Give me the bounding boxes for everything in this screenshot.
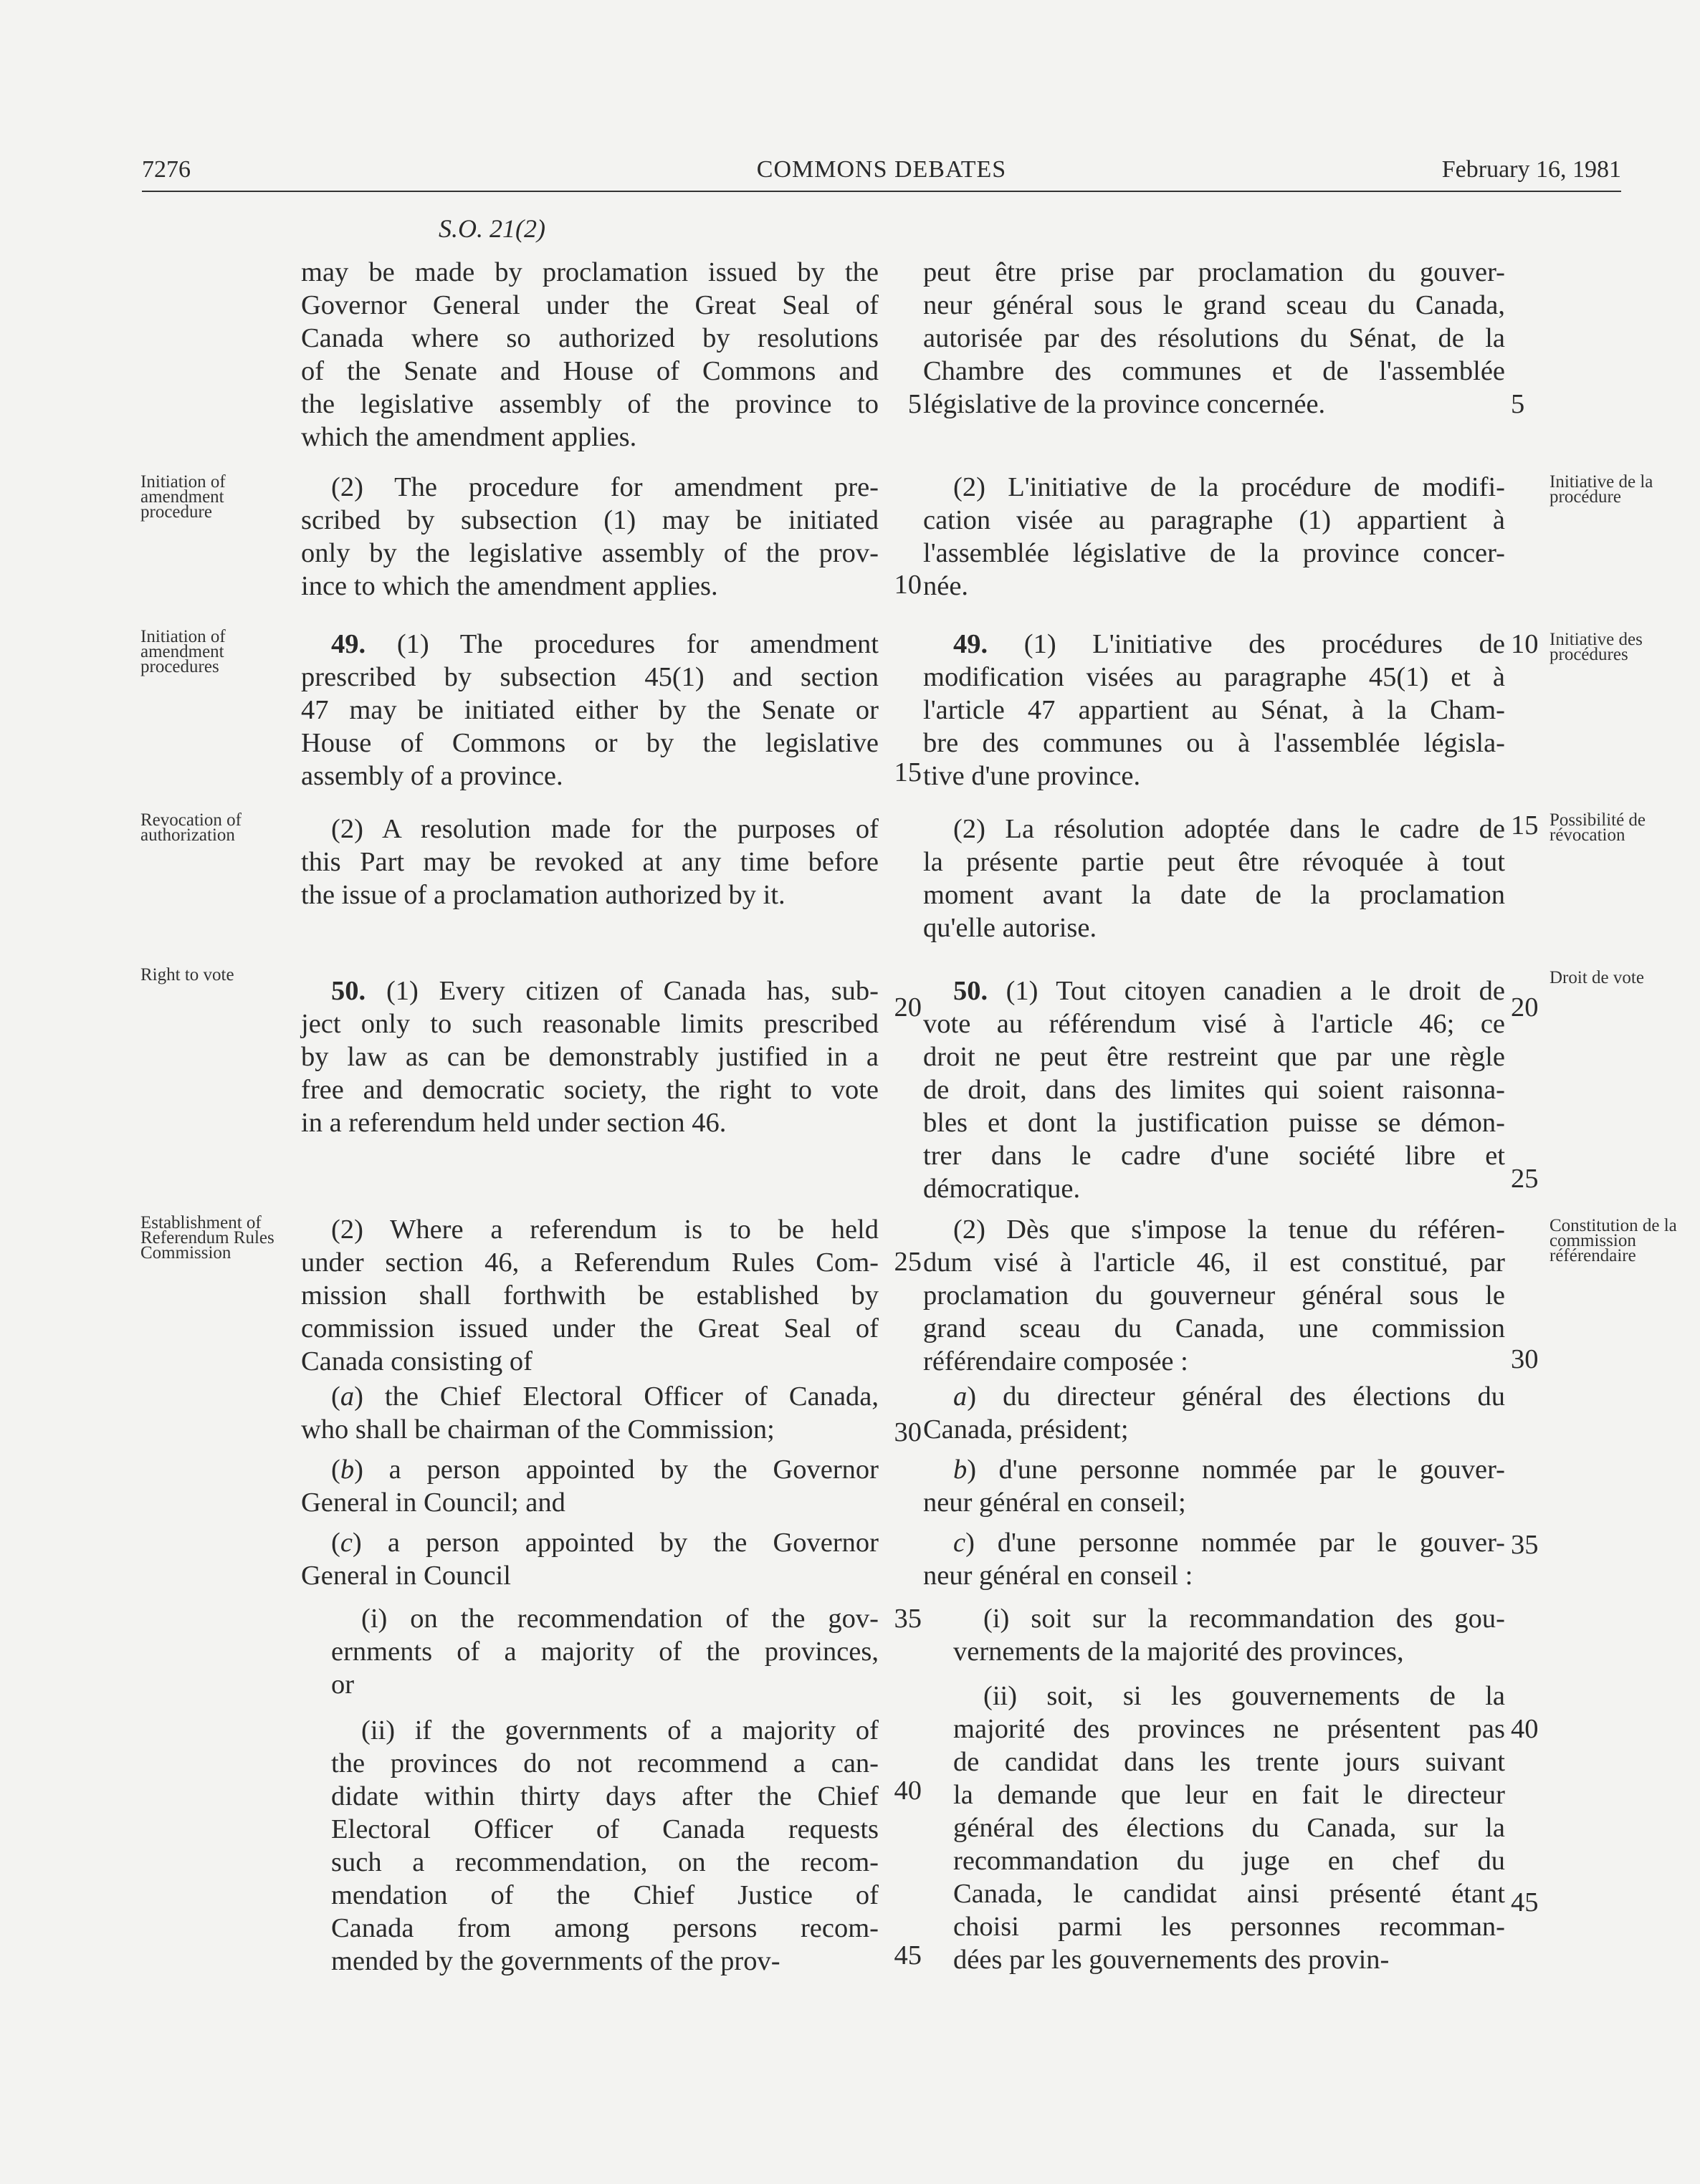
- line-number: 30: [1511, 1344, 1539, 1374]
- text-line: Canada from among persons recom-: [331, 1913, 879, 1943]
- en-paragraph: [301, 256, 879, 454]
- text-line: 50. (1) Every citizen of Canada has, sub-: [331, 976, 879, 1006]
- margin-note-right-to-vote: Right to vote: [140, 965, 234, 985]
- text-line: House of Commons or by the legislative: [301, 728, 879, 758]
- text-line: mended by the governments of the prov-: [331, 1946, 780, 1976]
- text-line: 49. (1) The procedures for amendment: [331, 629, 879, 659]
- en-paragraph: [301, 471, 879, 603]
- fr-paragraph: [923, 1680, 1505, 1976]
- text-line: Canada where so authorized by resolutions: [301, 323, 879, 353]
- fr-paragraph: [923, 1453, 1505, 1519]
- text-line: moment avant la date de la proclamation: [923, 880, 1505, 910]
- text-line: de candidat dans les trente jours suivant: [953, 1747, 1505, 1777]
- text-line: b) d'une personne nommée par le gouver-: [953, 1455, 1505, 1485]
- text-line: droit ne peut être restreint que par une règle: [923, 1042, 1505, 1072]
- text-line: mendation of the Chief Justice of: [331, 1880, 879, 1910]
- text-line: (2) La résolution adoptée dans le cadre de: [953, 814, 1505, 844]
- text-line: ernments of a majority of the provinces,: [331, 1637, 879, 1667]
- line-number: 35: [894, 1604, 922, 1634]
- margin-note-initiation-procedure: Initiation of amendment procedure: [140, 472, 226, 522]
- text-line: référendaire composée :: [923, 1346, 1188, 1376]
- en-paragraph: [301, 1213, 879, 1378]
- text-line: législative de la province concernée.: [923, 389, 1326, 419]
- en-paragraph: [301, 1526, 879, 1592]
- page-number: 7276: [142, 156, 191, 183]
- text-line: neur général sous le grand sceau du Canada,: [923, 290, 1505, 320]
- text-line: (i) on the recommendation of the gov-: [361, 1604, 879, 1634]
- text-line: de droit, dans des limites qui soient raisonna-: [923, 1075, 1505, 1105]
- text-line: commission issued under the Great Seal of: [301, 1313, 879, 1344]
- text-line: (2) The procedure for amendment pre-: [331, 472, 879, 502]
- text-line: choisi parmi les personnes recomman-: [953, 1912, 1505, 1942]
- text-line: Governor General under the Great Seal of: [301, 290, 879, 320]
- text-line: which the amendment applies.: [301, 422, 637, 452]
- text-line: qu'elle autorise.: [923, 913, 1097, 943]
- fr-paragraph: [923, 1213, 1505, 1378]
- text-line: Canada, président;: [923, 1414, 1129, 1445]
- en-paragraph: [301, 1453, 879, 1519]
- text-line: la demande que leur en fait le directeur: [953, 1780, 1505, 1810]
- text-line: 50. (1) Tout citoyen canadien a le droit de: [953, 976, 1505, 1006]
- text-line: l'article 47 appartient au Sénat, à la Cham-: [923, 695, 1505, 725]
- text-line: Canada, le candidat ainsi présenté étant: [953, 1879, 1505, 1909]
- line-number: 15: [894, 757, 922, 787]
- text-line: cation visée au paragraphe (1) appartient à: [923, 505, 1505, 535]
- text-line: proclamation du gouverneur général sous le: [923, 1280, 1505, 1311]
- standing-order-reference: S.O. 21(2): [439, 214, 545, 243]
- fr-paragraph: [923, 813, 1505, 944]
- margin-note-droit-de-vote: Droit de vote: [1549, 968, 1644, 987]
- text-line: neur général en conseil :: [923, 1561, 1193, 1591]
- text-line: (2) A resolution made for the purposes of: [331, 814, 879, 844]
- line-number: 20: [1511, 992, 1539, 1022]
- en-paragraph: [301, 974, 879, 1139]
- text-line: (b) a person appointed by the Governor: [331, 1455, 879, 1485]
- fr-paragraph: [923, 471, 1505, 603]
- text-line: assembly of a province.: [301, 761, 563, 791]
- en-paragraph: [301, 1380, 879, 1446]
- fr-paragraph: [923, 1602, 1505, 1668]
- text-line: général des élections du Canada, sur la: [953, 1813, 1505, 1843]
- text-line: 47 may be initiated either by the Senate or: [301, 695, 879, 725]
- line-number: 30: [894, 1417, 922, 1447]
- text-line: in a referendum held under section 46.: [301, 1108, 727, 1138]
- text-line: (ii) if the governments of a majority of: [361, 1715, 879, 1745]
- fr-paragraph: [923, 628, 1505, 792]
- text-line: dum visé à l'article 46, il est constitué, par: [923, 1247, 1505, 1278]
- margin-note-initiation-procedures: Initiation of amendment procedures: [140, 627, 226, 676]
- en-paragraph: [301, 813, 879, 911]
- text-line: prescribed by subsection 45(1) and section: [301, 662, 879, 692]
- text-line: under section 46, a Referendum Rules Com-: [301, 1247, 879, 1278]
- en-paragraph: [301, 1602, 879, 1701]
- text-line: the issue of a proclamation authorized by it.: [301, 880, 785, 910]
- text-line: Electoral Officer of Canada requests: [331, 1814, 879, 1844]
- text-line: Chambre des communes et de l'assemblée: [923, 356, 1505, 386]
- text-line: a) du directeur général des élections du: [953, 1381, 1505, 1412]
- text-line: or: [331, 1670, 355, 1700]
- text-line: peut être prise par proclamation du gouver-: [923, 257, 1505, 287]
- line-number: 25: [894, 1247, 922, 1277]
- text-line: scribed by subsection (1) may be initiated: [301, 505, 879, 535]
- line-number: 45: [894, 1940, 922, 1970]
- text-line: (ii) soit, si les gouvernements de la: [983, 1681, 1505, 1711]
- text-line: who shall be chairman of the Commission;: [301, 1414, 775, 1445]
- text-line: (i) soit sur la recommandation des gou-: [983, 1604, 1505, 1634]
- en-paragraph: [301, 1714, 879, 1978]
- text-line: la présente partie peut être révoquée à tout: [923, 847, 1505, 877]
- text-line: vote au référendum visé à l'article 46; ce: [923, 1009, 1505, 1039]
- text-line: bre des communes ou à l'assemblée législa-: [923, 728, 1505, 758]
- text-line: (2) Dès que s'impose la tenue du référen-: [953, 1215, 1505, 1245]
- publication-date: February 16, 1981: [1441, 156, 1621, 183]
- text-line: (2) L'initiative de la procédure de modifi-: [953, 472, 1505, 502]
- margin-note-initiative-procedure: Initiative de la procédure: [1549, 472, 1653, 507]
- text-line: l'assemblée législative de la province concer-: [923, 538, 1505, 568]
- text-line: neur général en conseil;: [923, 1488, 1186, 1518]
- line-number: 45: [1511, 1887, 1539, 1917]
- margin-note-establishment: Establishment of Referendum Rules Commission: [140, 1213, 274, 1263]
- text-line: bles et dont la justification puisse se démon-: [923, 1108, 1505, 1138]
- text-line: such a recommendation, on the recom-: [331, 1847, 879, 1877]
- en-paragraph: [301, 628, 879, 792]
- margin-note-initiative-procedures: Initiative des procédures: [1549, 630, 1643, 664]
- text-line: vernements de la majorité des provinces,: [953, 1637, 1404, 1667]
- text-line: may be made by proclamation issued by the: [301, 257, 879, 287]
- text-line: ject only to such reasonable limits prescribed: [301, 1009, 879, 1039]
- fr-paragraph: [923, 1380, 1505, 1446]
- line-number: 5: [1511, 389, 1525, 419]
- text-line: General in Council: [301, 1561, 511, 1591]
- text-line: mission shall forthwith be established by: [301, 1280, 879, 1311]
- text-line: Canada consisting of: [301, 1346, 533, 1376]
- text-line: tive d'une province.: [923, 761, 1141, 791]
- line-number: 40: [894, 1776, 922, 1806]
- text-line: only by the legislative assembly of the prov-: [301, 538, 879, 568]
- text-line: recommandation du juge en chef du: [953, 1846, 1505, 1876]
- text-line: ince to which the amendment applies.: [301, 571, 718, 601]
- fr-paragraph: [923, 256, 1505, 421]
- line-number: 25: [1511, 1164, 1539, 1194]
- text-line: née.: [923, 571, 969, 601]
- page-header: [142, 156, 1621, 192]
- header-rule: [142, 191, 1621, 192]
- text-line: (2) Where a referendum is to be held: [331, 1215, 879, 1245]
- line-number: 10: [1511, 629, 1539, 659]
- text-line: the provinces do not recommend a can-: [331, 1748, 879, 1778]
- text-line: majorité des provinces ne présentent pas: [953, 1714, 1505, 1744]
- line-number: 15: [1511, 810, 1539, 840]
- publication-title: COMMONS DEBATES: [756, 156, 1007, 183]
- fr-paragraph: [923, 974, 1505, 1205]
- text-line: dées par les gouvernements des provin-: [953, 1945, 1390, 1975]
- text-line: the legislative assembly of the province to: [301, 389, 879, 419]
- text-line: autorisée par des résolutions du Sénat, de la: [923, 323, 1505, 353]
- text-line: grand sceau du Canada, une commission: [923, 1313, 1505, 1344]
- text-line: this Part may be revoked at any time before: [301, 847, 879, 877]
- text-line: free and democratic society, the right to vote: [301, 1075, 879, 1105]
- text-line: (c) a person appointed by the Governor: [331, 1528, 879, 1558]
- text-line: c) d'une personne nommée par le gouver-: [953, 1528, 1505, 1558]
- line-number: 35: [1511, 1530, 1539, 1560]
- margin-note-possibilite-revocation: Possibilité de révocation: [1549, 810, 1646, 845]
- text-line: trer dans le cadre d'une société libre et: [923, 1141, 1505, 1171]
- text-line: didate within thirty days after the Chief: [331, 1781, 879, 1811]
- margin-note-constitution-commission: Constitution de la commission référendaire: [1549, 1216, 1677, 1265]
- text-line: of the Senate and House of Commons and: [301, 356, 879, 386]
- text-line: by law as can be demonstrably justified in a: [301, 1042, 879, 1072]
- line-number: 5: [907, 389, 922, 419]
- fr-paragraph: [923, 1526, 1505, 1592]
- margin-note-revocation: Revocation of authorization: [140, 810, 242, 845]
- line-number: 40: [1511, 1714, 1539, 1744]
- text-line: 49. (1) L'initiative des procédures de: [953, 629, 1505, 659]
- text-line: démocratique.: [923, 1174, 1081, 1204]
- text-line: (a) the Chief Electoral Officer of Canada,: [331, 1381, 879, 1412]
- text-line: modification visées au paragraphe 45(1) et à: [923, 662, 1505, 692]
- line-number: 20: [894, 992, 922, 1022]
- line-number: 10: [894, 570, 922, 600]
- text-line: General in Council; and: [301, 1488, 565, 1518]
